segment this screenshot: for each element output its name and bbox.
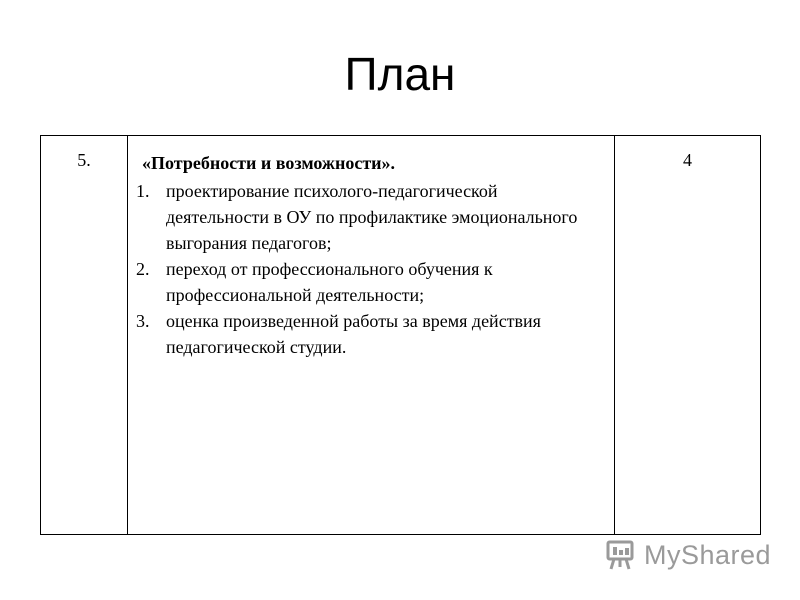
list-item-text: переход от профессионального обучения к профессиональной деятельности; [166, 259, 493, 305]
watermark-text: MyShared [644, 539, 772, 570]
list-item-marker: 3. [136, 311, 150, 331]
watermark[interactable] [606, 537, 771, 573]
row-content-cell [128, 136, 615, 535]
list-item-marker: 1. [136, 181, 150, 201]
list-item [136, 308, 594, 360]
slide-title: План [344, 48, 456, 100]
row-hours: 4 [683, 150, 692, 170]
list-item [136, 256, 594, 308]
list-item-text: оценка произведенной работы за время действия педагогической студии. [166, 311, 541, 357]
row-number: 5. [77, 150, 91, 170]
presentation-board-icon [606, 539, 638, 571]
row-hours-cell [615, 136, 761, 535]
plan-table [40, 135, 761, 535]
list-item-text: проектирование психолого-педагогической деятельности в ОУ по профилактике эмоционального выгорания педагогов; [166, 181, 578, 253]
row-heading: «Потребности и возможности». [142, 153, 396, 173]
list-item [136, 178, 594, 256]
table-row [41, 136, 761, 535]
row-item-list [136, 178, 594, 360]
row-number-cell [41, 136, 128, 535]
list-item-marker: 2. [136, 259, 150, 279]
